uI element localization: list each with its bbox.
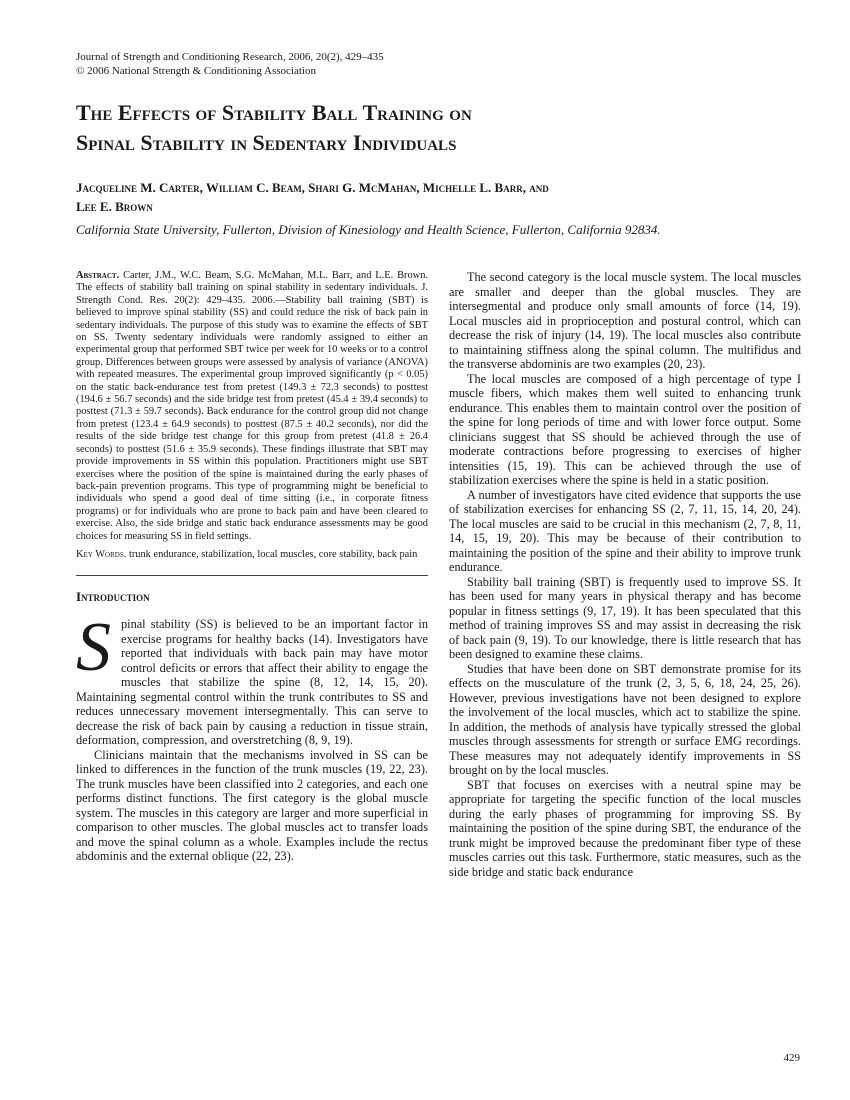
paragraph: Studies that have been done on SBT demonstrate promise for its effects on the musculature of the trunk (2, 3, 5, 6, 18, 24, 25, 26). However, previous investigations have not been designed to explore the involvement of the local muscles, which act to stabilize the spine. In addition, the methods of analysis have typically stressed the global muscles through assessments for strength or surface EMG recordings. These measures may not adequately identify improvements in SS brought on by the local muscles. — [449, 661, 801, 777]
introduction-heading: Introduction — [76, 589, 150, 605]
paragraph-text: pinal stability (SS) is believed to be an important factor in exercise programs for healthy backs (14). Investigators have reported that individuals with back pain may have motor control deficits or errors that affect their ability to engage the muscles that stabilize the spine (8, 12, 14, 15, 20). Maintaining segmental control within the trunk contributes to SS and reduces unnecessary movement intersegmentally. This can serve to decrease the risk of back pain by causing a reduction in tissue strain, deformation, compression, and overstretching (8, 9, 19). — [76, 617, 428, 748]
drop-cap: S — [76, 609, 111, 687]
keywords-label: Key Words. — [76, 548, 127, 560]
keywords — [76, 549, 428, 561]
title-line: Spinal Stability in Sedentary Individuals — [76, 130, 457, 155]
page-number: 429 — [783, 1052, 800, 1064]
abstract-text: Carter, J.M., W.C. Beam, S.G. McMahan, M.L. Barr, and L.E. Brown. The effects of stability ball training on spinal stability in sedentary individuals. J. Strength Cond. Res. 20(2): 429–435. 2006.—Stability ball training (SBT) is believed to improve spinal stability (SS) and could reduce the risk of back pain in sedentary individuals. The purpose of this study was to examine the effects of SBT on SS. Twenty sedentary individuals were randomly assigned to either an experimental group that performed SBT twice per week for 10 weeks or to a control group. Differences between groups were assessed by analysis of variance (ANOVA) with repeated measures. The experimental group improved significantly (p < 0.05) on the static back-endurance test from pretest (149.3 ± 72.3 seconds) to posttest (194.6 ± 56.7 seconds) and the side bridge test from pretest (45.4 ± 39.4 seconds) to posttest (71.3 ± 59.7 seconds). Back endurance for the control group did not change from pretest (123.4 ± 64.9 seconds) to posttest (87.5 ± 40.2 seconds), nor did the results of the side bridge test change for this group from pretest (41.8 ± 26.4 seconds) to posttest (51.6 ± 35.9 seconds). These findings illustrate that SBT may provide improvements in SS within this population. Practitioners might use SBT exercises where the position of the spine is maintained during the early phases of back-pain prevention programs. This type of programming might be beneficial to individuals who spend a good deal of time sitting (i.e., in corporate fitness programs) or for individuals who are prone to back pain and have been cleared to exercise. Also, the side bridge and static back endurance assessments may be good choices for measuring SS in field settings. — [76, 270, 428, 542]
abstract — [76, 270, 428, 543]
right-column — [449, 270, 801, 879]
author-line: Jacqueline M. Carter, William C. Beam, Shari G. McMahan, Michelle L. Barr, and — [76, 180, 549, 195]
paragraph: SBT that focuses on exercises with a neutral spine may be appropriate for targeting the specific function of the local muscles during the early phases of programming for improving SS. By maintaining the position of the spine during SBT, the endurance of the trunk might be improved because the predominant fiber type of these muscles carries out this task. Furthermore, static measures, such as the side bridge and static back endurance — [449, 777, 801, 879]
keywords-text: trunk endurance, stabilization, local muscles, core stability, back pain — [128, 548, 418, 560]
paragraph: The second category is the local muscle system. The local muscles are smaller and deeper than the global muscles. They are intersegmental and produce only small amounts of force (14, 19). Local muscles aid in proprioception and postural control, which can decrease the risk of injury (14, 19). The local muscles also contribute to maintaining stiffness along the spinal column. The multifidus and the transverse abdominis are two examples (20, 23). — [449, 270, 801, 371]
paragraph: Clinicians maintain that the mechanisms involved in SS can be linked to differences in the function of the trunk muscles (19, 22, 23). The trunk muscles have been classified into 2 categories, and each one performs distinct functions. The first category is the global muscle system. The muscles in this category are larger and more superficial in comparison to other muscles. The global muscles act to transfer loads and move the spinal column as a whole. Examples include the rectus abdominis and the external oblique (22, 23). — [76, 747, 428, 864]
left-column — [76, 270, 428, 864]
section-divider — [76, 575, 428, 576]
abstract-label: Abstract. — [76, 270, 120, 281]
introduction-body — [76, 609, 428, 864]
article-title — [76, 98, 796, 158]
right-column-body — [449, 270, 801, 879]
author-list — [76, 178, 796, 216]
affiliation: California State University, Fullerton, Division of Kinesiology and Health Science, Fullerton, California 92834. — [76, 222, 661, 237]
paragraph: Stability ball training (SBT) is frequently used to improve SS. It has been used for many years in physical therapy and has become popular in fitness settings (9, 17, 19). It has been speculated that this method of training improves SS and may assist in decreasing the risk of back pain (9, 19). To our knowledge, there is little research that has been designed to examine these claims. — [449, 574, 801, 661]
journal-header — [76, 50, 384, 78]
paragraph — [76, 609, 428, 748]
journal-citation: Journal of Strength and Conditioning Research, 2006, 20(2), 429–435 — [76, 51, 384, 63]
paragraph: The local muscles are composed of a high percentage of type I muscle fibers, which makes them well suited to enhancing trunk endurance. This enables them to maintain control over the position of the spine for long periods of time and with lower force output. Some clinicians suggest that SS should be achieved through the use of moderate contractions before progressing to exercises of higher intensities (15, 19). This can be achieved through the use of stabilization exercises where the spine is held in a static position. — [449, 371, 801, 487]
title-line: The Effects of Stability Ball Training on — [76, 100, 472, 125]
paragraph: A number of investigators have cited evidence that supports the use of stabilization exercises for enhancing SS (2, 7, 11, 15, 14, 20, 24). The local muscles are said to be crucial in this mechanism (2, 7, 8, 11, 14, 15, 19, 20). This may be because of their contribution to maintaining the position of the spine and their ability to improve trunk endurance. — [449, 487, 801, 574]
author-line: Lee E. Brown — [76, 199, 153, 214]
journal-copyright: © 2006 National Strength & Conditioning Association — [76, 65, 316, 77]
